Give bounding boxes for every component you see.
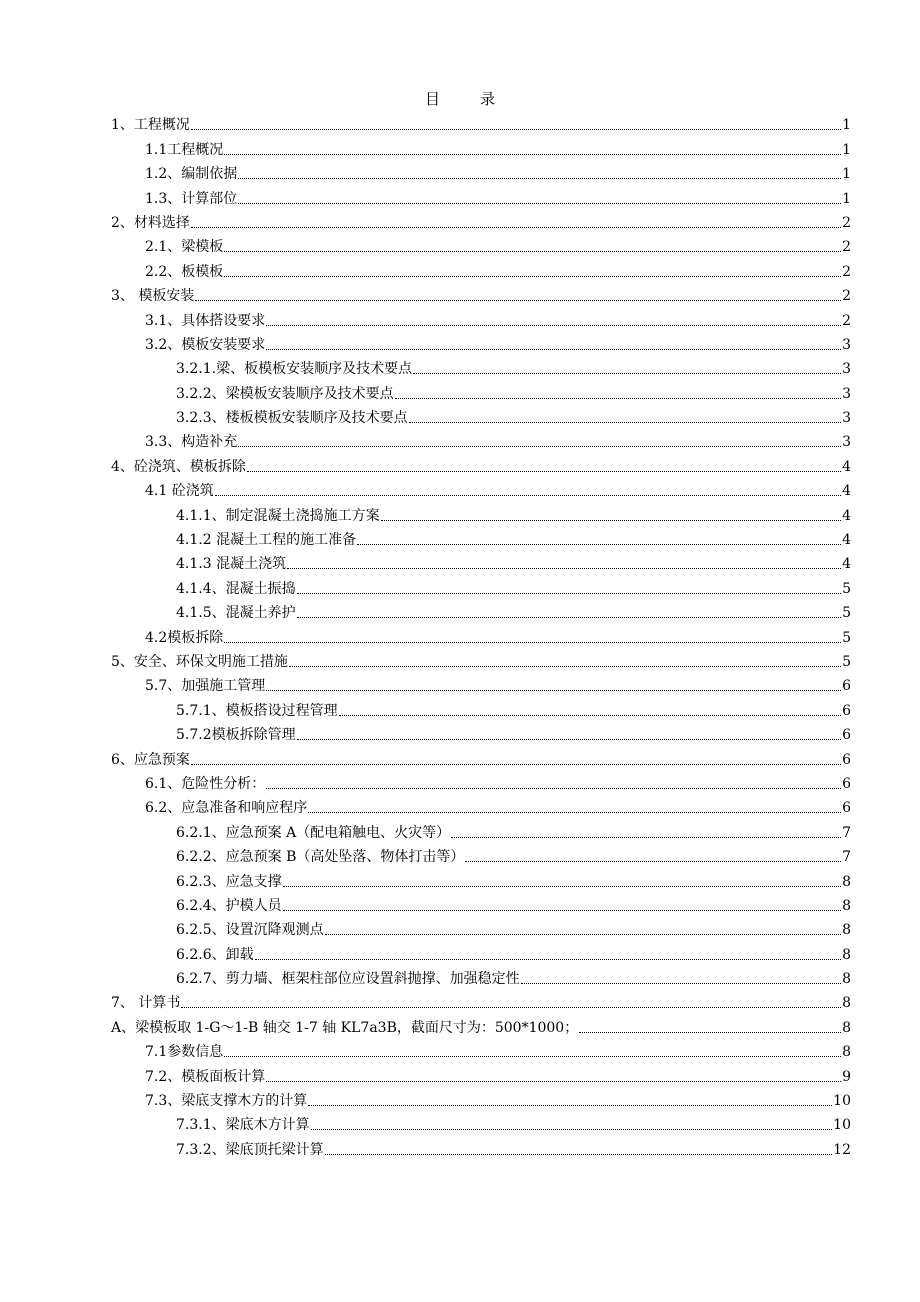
toc-entry-page-number: 4 xyxy=(842,458,851,475)
dot-leader xyxy=(238,178,841,179)
toc-entry-page-number: 2 xyxy=(842,214,851,231)
toc-entry-page-number: 8 xyxy=(842,1044,851,1061)
toc-entry-page-number: 5 xyxy=(842,580,851,597)
dot-leader xyxy=(308,1105,832,1106)
toc-entry[interactable] xyxy=(0,453,920,477)
toc-entry[interactable] xyxy=(0,332,920,356)
toc-entry-page-number: 3 xyxy=(842,385,851,402)
toc-entry[interactable] xyxy=(0,478,920,502)
toc-entry-page-number: 5 xyxy=(842,605,851,622)
toc-entry[interactable] xyxy=(0,307,920,331)
toc-entry-label: 4.2模板拆除 xyxy=(145,629,224,646)
toc-entry-page-number: 4 xyxy=(842,532,851,549)
toc-entry[interactable] xyxy=(0,551,920,575)
toc-entry-label: 3.1、具体搭设要求 xyxy=(145,312,266,329)
toc-entry-label: 3、 模板安装 xyxy=(111,288,195,305)
dot-leader xyxy=(357,544,841,545)
toc-entry-page-number: 8 xyxy=(842,897,851,914)
dot-leader xyxy=(521,983,841,984)
dot-leader xyxy=(287,568,841,569)
toc-entry[interactable] xyxy=(0,893,920,917)
toc-entry-label: 4.1.2 混凝土工程的施工准备 xyxy=(176,532,357,549)
toc-entry[interactable] xyxy=(0,356,920,380)
toc-entry-label: 3.2.3、楼板模板安装顺序及技术要点 xyxy=(176,410,408,427)
toc-entry-label: 3.3、构造补充 xyxy=(145,434,238,451)
toc-entry[interactable] xyxy=(0,1014,920,1038)
toc-entry[interactable] xyxy=(0,185,920,209)
toc-entry-label: 5.7、加强施工管理 xyxy=(145,678,266,695)
toc-entry-page-number: 7 xyxy=(842,849,851,866)
dot-leader xyxy=(413,373,841,374)
toc-entry[interactable] xyxy=(0,819,920,843)
dot-leader xyxy=(266,1081,841,1082)
toc-entry-page-number: 12 xyxy=(833,1141,851,1158)
toc-entry-label: 6、应急预案 xyxy=(111,751,190,768)
toc-entry-page-number: 6 xyxy=(842,775,851,792)
toc-entry[interactable] xyxy=(0,795,920,819)
toc-entry-page-number: 1 xyxy=(842,117,851,134)
dot-leader xyxy=(238,446,841,447)
dot-leader xyxy=(266,349,841,350)
toc-entry-label: 6.1、危险性分析： xyxy=(145,775,266,792)
toc-entry-page-number: 1 xyxy=(842,190,851,207)
toc-entry[interactable] xyxy=(0,649,920,673)
toc-entry-label: 3.2.2、梁模板安装顺序及技术要点 xyxy=(176,385,394,402)
toc-entry[interactable] xyxy=(0,624,920,648)
toc-entry[interactable] xyxy=(0,380,920,404)
dot-leader xyxy=(224,251,841,252)
toc-entry-page-number: 1 xyxy=(842,166,851,183)
toc-entry-page-number: 2 xyxy=(842,312,851,329)
dot-leader xyxy=(191,764,841,765)
dot-leader xyxy=(191,227,841,228)
toc-entry-label: 4.1 砼浇筑 xyxy=(145,483,214,500)
toc-entry-label: 3.2、模板安装要求 xyxy=(145,336,266,353)
toc-entry-label: 6.2.6、卸载 xyxy=(176,946,254,963)
toc-entry-label: 1.1工程概况 xyxy=(145,141,224,158)
toc-entry-label: 7.3.1、梁底木方计算 xyxy=(176,1117,310,1134)
toc-entry[interactable] xyxy=(0,136,920,160)
dot-leader xyxy=(451,837,841,838)
table-of-contents xyxy=(0,112,920,1161)
toc-entry[interactable] xyxy=(0,990,920,1014)
toc-entry-label: 2.1、梁模板 xyxy=(145,239,224,256)
dot-leader xyxy=(381,520,841,521)
toc-entry-label: 2、材料选择 xyxy=(111,214,190,231)
toc-entry-page-number: 3 xyxy=(842,336,851,353)
dot-leader xyxy=(224,642,841,643)
toc-entry-page-number: 6 xyxy=(842,678,851,695)
toc-entry[interactable] xyxy=(0,161,920,185)
toc-entry-page-number: 4 xyxy=(842,556,851,573)
dot-leader xyxy=(247,471,841,472)
toc-entry-page-number: 4 xyxy=(842,507,851,524)
toc-entry-label: 6.2.1、应急预案 A（配电箱触电、火灾等） xyxy=(176,824,451,841)
toc-entry[interactable] xyxy=(0,1136,920,1160)
toc-entry[interactable] xyxy=(0,234,920,258)
toc-entry[interactable] xyxy=(0,844,920,868)
toc-entry-page-number: 8 xyxy=(842,1019,851,1036)
toc-entry-page-number: 9 xyxy=(842,1068,851,1085)
toc-entry[interactable] xyxy=(0,258,920,282)
toc-entry-label: 3.2.1.梁、板模板安装顺序及技术要点 xyxy=(176,361,413,378)
toc-entry-page-number: 3 xyxy=(842,434,851,451)
toc-entry-label: 6.2.2、应急预案 B（高处坠落、物体打击等） xyxy=(176,849,465,866)
dot-leader xyxy=(195,300,841,301)
dot-leader xyxy=(579,1032,841,1033)
toc-entry-label: 5.7.1、模板搭设过程管理 xyxy=(176,702,338,719)
toc-entry-label: 1、工程概况 xyxy=(111,117,190,134)
toc-entry[interactable] xyxy=(0,746,920,770)
toc-entry-page-number: 8 xyxy=(842,946,851,963)
toc-entry-page-number: 5 xyxy=(842,629,851,646)
toc-entry-label: 1.2、编制依据 xyxy=(145,166,238,183)
toc-entry[interactable] xyxy=(0,917,920,941)
dot-leader xyxy=(266,325,841,326)
toc-entry-page-number: 6 xyxy=(842,727,851,744)
toc-entry-page-number: 6 xyxy=(842,751,851,768)
toc-entry-label: 2.2、板模板 xyxy=(145,263,224,280)
toc-entry-label: A、梁模板取 1-G～1-B 轴交 1-7 轴 KL7a3B，截面尺寸为：500*1000； xyxy=(111,1019,579,1036)
toc-entry-page-number: 10 xyxy=(833,1093,851,1110)
toc-entry-page-number: 6 xyxy=(842,800,851,817)
dot-leader xyxy=(308,812,841,813)
toc-entry-label: 6.2.4、护模人员 xyxy=(176,897,282,914)
toc-entry-page-number: 6 xyxy=(842,702,851,719)
dot-leader xyxy=(325,934,841,935)
toc-entry[interactable] xyxy=(0,673,920,697)
toc-entry-label: 1.3、计算部位 xyxy=(145,190,238,207)
dot-leader xyxy=(181,1007,841,1008)
toc-entry-label: 7.2、模板面板计算 xyxy=(145,1068,266,1085)
toc-entry-page-number: 8 xyxy=(842,922,851,939)
toc-entry[interactable] xyxy=(0,405,920,429)
toc-entry[interactable] xyxy=(0,1112,920,1136)
dot-leader xyxy=(266,788,841,789)
dot-leader xyxy=(191,129,841,130)
toc-entry-page-number: 10 xyxy=(833,1117,851,1134)
dot-leader xyxy=(224,154,841,155)
toc-entry-label: 7、 计算书 xyxy=(111,995,181,1012)
toc-entry[interactable] xyxy=(0,283,920,307)
dot-leader xyxy=(289,666,841,667)
dot-leader xyxy=(395,398,841,399)
dot-leader xyxy=(266,690,841,691)
toc-entry-page-number: 7 xyxy=(842,824,851,841)
dot-leader xyxy=(255,959,841,960)
toc-entry-label: 6.2.5、设置沉降观测点 xyxy=(176,922,324,939)
toc-entry-label: 4.1.3 混凝土浇筑 xyxy=(176,556,287,573)
toc-entry[interactable] xyxy=(0,1039,920,1063)
toc-entry-page-number: 8 xyxy=(842,995,851,1012)
toc-entry-label: 4.1.1、制定混凝土浇捣施工方案 xyxy=(176,507,380,524)
toc-entry-page-number: 2 xyxy=(842,263,851,280)
dot-leader xyxy=(465,861,841,862)
toc-entry-label: 5、安全、环保文明施工措施 xyxy=(111,653,288,670)
toc-entry-page-number: 5 xyxy=(842,653,851,670)
toc-title-right: 录 xyxy=(480,90,496,108)
toc-entry[interactable] xyxy=(0,941,920,965)
toc-entry-label: 7.3.2、梁底顶托梁计算 xyxy=(176,1141,324,1158)
toc-entry[interactable] xyxy=(0,502,920,526)
toc-entry[interactable] xyxy=(0,210,920,234)
toc-entry[interactable] xyxy=(0,868,920,892)
toc-entry[interactable] xyxy=(0,966,920,990)
toc-entry[interactable] xyxy=(0,429,920,453)
toc-entry-page-number: 8 xyxy=(842,971,851,988)
toc-entry[interactable] xyxy=(0,112,920,136)
toc-entry-page-number: 4 xyxy=(842,483,851,500)
toc-entry-page-number: 8 xyxy=(842,873,851,890)
dot-leader xyxy=(283,886,841,887)
toc-entry-label: 6.2.3、应急支撑 xyxy=(176,873,282,890)
toc-entry[interactable] xyxy=(0,1088,920,1112)
dot-leader xyxy=(283,910,841,911)
toc-entry-page-number: 3 xyxy=(842,361,851,378)
dot-leader xyxy=(238,203,841,204)
dot-leader xyxy=(297,739,841,740)
dot-leader xyxy=(311,1129,833,1130)
toc-entry-label: 4、砼浇筑、模板拆除 xyxy=(111,458,246,475)
toc-entry-page-number: 2 xyxy=(842,288,851,305)
toc-entry-label: 6.2、应急准备和响应程序 xyxy=(145,800,308,817)
dot-leader xyxy=(224,1056,841,1057)
toc-entry-label: 4.1.5、混凝土养护 xyxy=(176,605,296,622)
toc-entry-label: 6.2.7、剪力墙、框架柱部位应设置斜抛撑、加强稳定性 xyxy=(176,971,520,988)
toc-entry[interactable] xyxy=(0,771,920,795)
toc-title-left: 目 xyxy=(424,90,440,108)
toc-entry[interactable] xyxy=(0,1063,920,1087)
toc-entry-label: 4.1.4、混凝土振捣 xyxy=(176,580,296,597)
toc-entry[interactable] xyxy=(0,697,920,721)
dot-leader xyxy=(339,715,841,716)
toc-entry[interactable] xyxy=(0,722,920,746)
toc-entry-label: 5.7.2模板拆除管理 xyxy=(176,727,296,744)
toc-entry-page-number: 3 xyxy=(842,410,851,427)
dot-leader xyxy=(297,617,841,618)
dot-leader xyxy=(215,495,841,496)
dot-leader xyxy=(409,422,841,423)
toc-entry-page-number: 2 xyxy=(842,239,851,256)
dot-leader xyxy=(325,1154,833,1155)
toc-entry-label: 7.3、梁底支撑木方的计算 xyxy=(145,1093,308,1110)
dot-leader xyxy=(224,276,841,277)
dot-leader xyxy=(297,593,841,594)
toc-entry[interactable] xyxy=(0,575,920,599)
toc-entry[interactable] xyxy=(0,527,920,551)
toc-entry-label: 7.1参数信息 xyxy=(145,1044,224,1061)
toc-entry[interactable] xyxy=(0,600,920,624)
toc-entry-page-number: 1 xyxy=(842,141,851,158)
toc-title xyxy=(0,88,920,109)
